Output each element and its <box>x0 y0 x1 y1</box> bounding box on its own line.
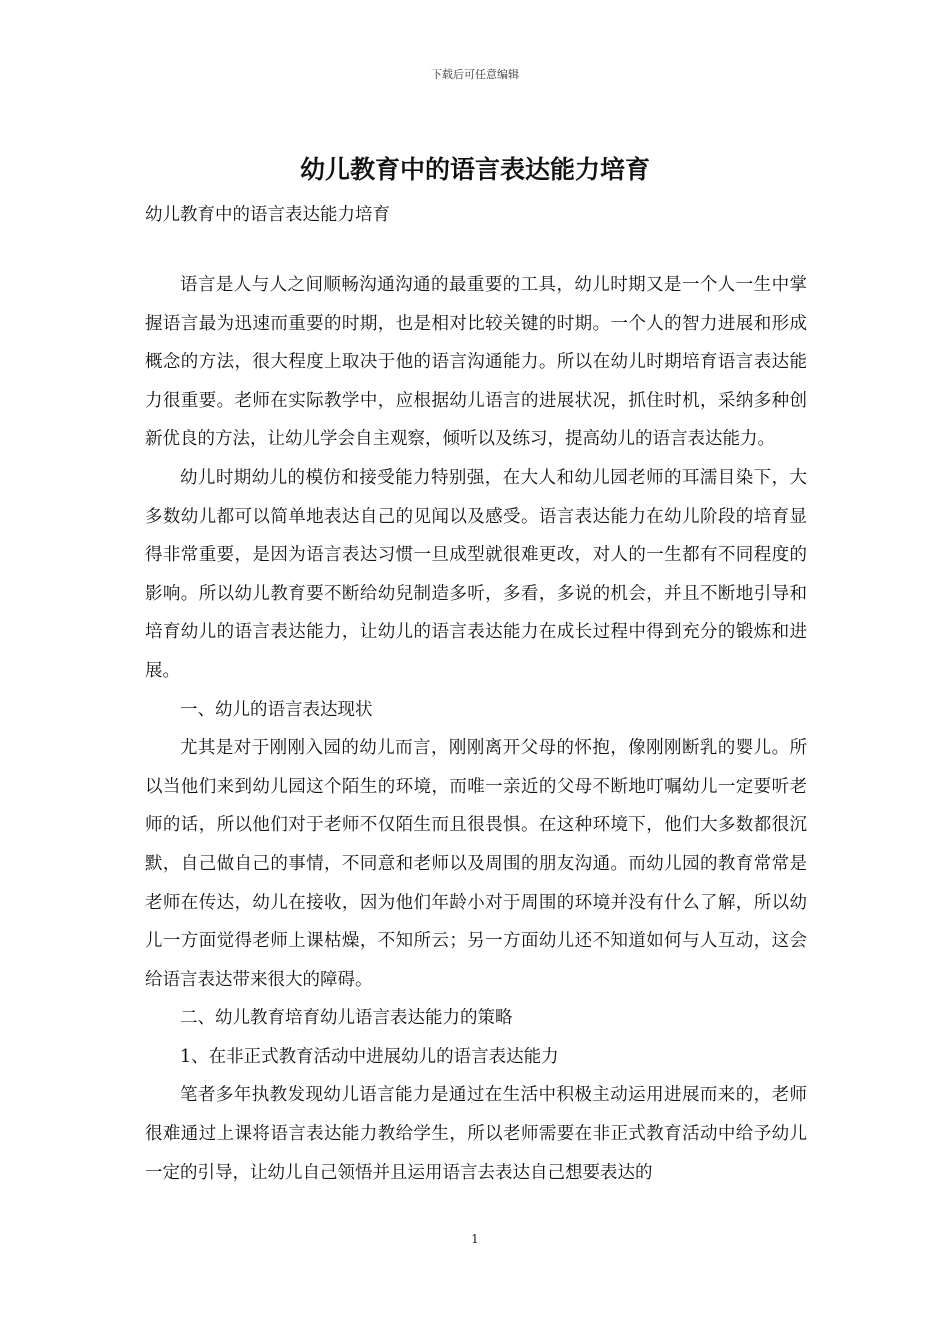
paragraph-informal: 笔者多年执教发现幼儿语言能力是通过在生活中积极主动运用进展而来的，老师很难通过上课将语言表达能力教给学生，所以老师需要在非正式教育活动中给予幼儿一定的引导，让幼儿自己领悟并且运用语言去表达自己想要表达的 <box>145 1085 807 1183</box>
page-number: 1 <box>471 1232 479 1246</box>
document-title: 幼儿教育中的语言表达能力培育 <box>299 155 650 184</box>
paragraph-importance: 幼儿时期幼儿的模仿和接受能力特别强，在大人和幼儿园老师的耳濡目染下，大多数幼儿都可以简单地表达自己的见闻以及感受。语言表达能力在幼儿阶段的培育显得非常重要，是因为语言表达习惯一旦成型就很难更改，对人的一生都有不同程度的影响。所以幼儿教育要不断给幼兒制造多听，多看，多说的机会，并且不断地引导和培育幼儿的语言表达能力，让幼儿的语言表达能力在成长过程中得到充分的锻炼和进展。 <box>145 467 807 681</box>
header-note: 下载后可任意编辑 <box>431 68 519 81</box>
document-body <box>145 266 807 1192</box>
subsection-heading-informal: 1、在非正式教育活动中进展幼儿的语言表达能力 <box>180 1046 559 1067</box>
paragraph-intro: 语言是人与人之间顺畅沟通沟通的最重要的工具，幼儿时期又是一个人一生中掌握语言最为迅速而重要的时期，也是相对比较关键的时期。一个人的智力进展和形成概念的方法，很大程度上取决于他的语言沟通能力。所以在幼儿时期培育语言表达能力很重要。老师在实际教学中，应根据幼儿语言的进展状况，抓住时机，采纳多种创新优良的方法，让幼儿学会自主观察，倾听以及练习，提高幼儿的语言表达能力。 <box>145 275 807 450</box>
paragraph-status: 尤其是对于刚刚入园的幼儿而言，刚刚离开父母的怀抱，像刚刚断乳的婴儿。所以当他们来到幼儿园这个陌生的环境，而唯一亲近的父母不断地叮嘱幼儿一定要听老师的话，所以他们对于老师不仅陌生而且很畏惧。在这种环境下，他们大多数都很沉默，自己做自己的事情，不同意和老师以及周围的朋友沟通。而幼儿园的教育常常是老师在传达，幼儿在接收，因为他们年龄小对于周围的环境并没有什么了解，所以幼儿一方面觉得老师上课枯燥，不知所云；另一方面幼儿还不知道如何与人互动，这会给语言表达带来很大的障碍。 <box>145 738 807 990</box>
document-subtitle: 幼儿教育中的语言表达能力培育 <box>145 205 390 225</box>
section-heading-status: 一、幼儿的语言表达现状 <box>180 699 373 720</box>
section-heading-strategy: 二、幼儿教育培育幼儿语言表达能力的策略 <box>180 1008 513 1029</box>
